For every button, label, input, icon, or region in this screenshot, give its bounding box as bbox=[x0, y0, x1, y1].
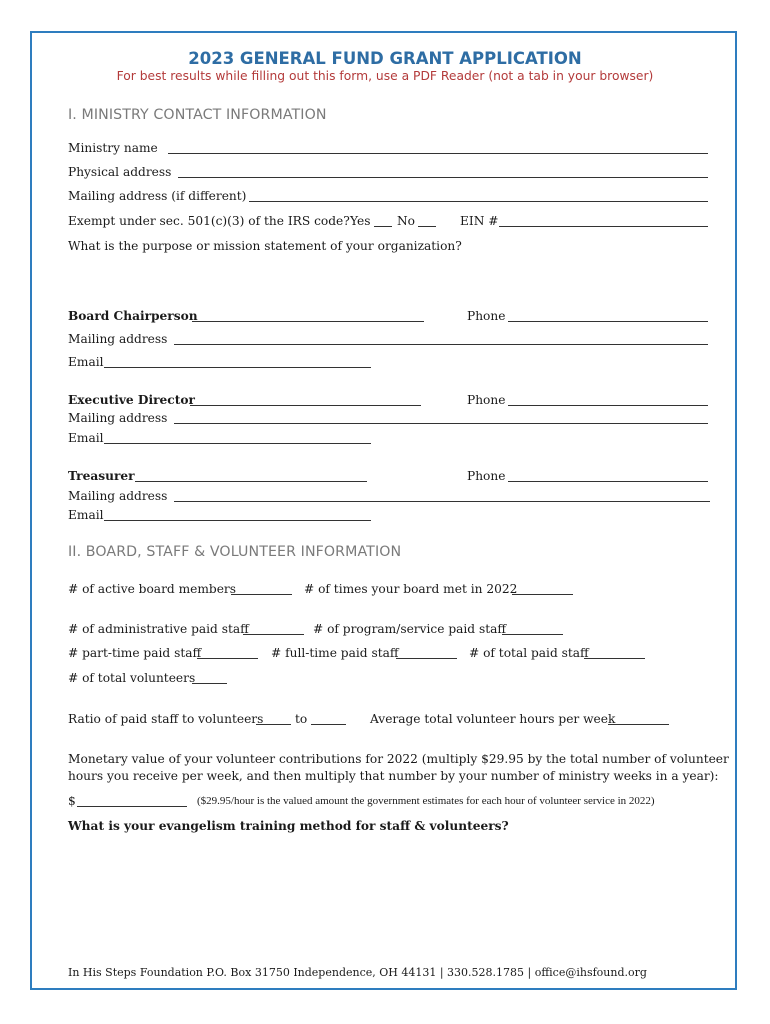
treasurer-phone-field[interactable] bbox=[508, 471, 708, 482]
ein-label: EIN # bbox=[460, 214, 499, 228]
board-chairperson-label: Board Chairperson bbox=[68, 309, 198, 323]
treasurer-email-label: Email bbox=[68, 508, 104, 522]
ein-field[interactable] bbox=[499, 216, 708, 227]
mailing-address-different-label: Mailing address (if different) bbox=[68, 189, 247, 203]
ratio-volunteers-field[interactable] bbox=[311, 714, 346, 725]
ratio-paid-field[interactable] bbox=[256, 714, 291, 725]
exempt-yes-label: Yes bbox=[350, 214, 371, 228]
exec-director-mailing-field[interactable] bbox=[174, 413, 708, 424]
form-title: 2023 GENERAL FUND GRANT APPLICATION bbox=[188, 49, 582, 68]
exec-director-mailing-label: Mailing address bbox=[68, 411, 168, 425]
ministry-name-field[interactable] bbox=[168, 143, 708, 154]
treasurer-field[interactable] bbox=[135, 471, 367, 482]
part-time-staff-field[interactable] bbox=[197, 648, 258, 659]
ministry-name-row bbox=[68, 141, 158, 155]
mailing-address-different-field[interactable] bbox=[249, 191, 708, 202]
section-2-heading: II. BOARD, STAFF & VOLUNTEER INFORMATION bbox=[68, 544, 402, 560]
purpose-answer-area[interactable] bbox=[68, 258, 708, 298]
section-1-heading: I. MINISTRY CONTACT INFORMATION bbox=[68, 107, 327, 123]
full-time-staff-field[interactable] bbox=[396, 648, 457, 659]
monetary-value-line-2: hours you receive per week, and then multiply that number by your number of ministry weeks in a year): bbox=[68, 769, 719, 783]
ministry-name-label: Ministry name bbox=[68, 141, 158, 155]
treasurer-label: Treasurer bbox=[68, 469, 135, 483]
monetary-value-field[interactable] bbox=[77, 796, 187, 807]
total-volunteers-field[interactable] bbox=[192, 673, 227, 684]
admin-paid-staff-label: # of administrative paid staff bbox=[68, 622, 249, 636]
program-paid-staff-label: # of program/service paid staff bbox=[313, 622, 507, 636]
full-time-staff-label: # full-time paid staff bbox=[271, 646, 399, 660]
active-board-members-label: # of active board members bbox=[68, 582, 236, 596]
total-paid-staff-field[interactable] bbox=[584, 648, 645, 659]
board-chair-email-field[interactable] bbox=[104, 357, 371, 368]
board-chair-mailing-field[interactable] bbox=[174, 334, 708, 345]
valued-amount-note: ($29.95/hour is the valued amount the government estimates for each hour of volunteer service in 2022) bbox=[197, 795, 655, 807]
physical-address-label: Physical address bbox=[68, 165, 172, 179]
admin-paid-staff-field[interactable] bbox=[243, 624, 304, 635]
ratio-to-label: to bbox=[295, 712, 308, 726]
evangelism-question: What is your evangelism training method for staff & volunteers? bbox=[68, 819, 509, 833]
monetary-value-line-1: Monetary value of your volunteer contributions for 2022 (multiply $29.95 by the total number of volunteer bbox=[68, 752, 729, 766]
ratio-label: Ratio of paid staff to volunteers bbox=[68, 712, 264, 726]
exec-director-email-field[interactable] bbox=[104, 433, 371, 444]
treasurer-mailing-label: Mailing address bbox=[68, 489, 168, 503]
executive-director-label: Executive Director bbox=[68, 393, 195, 407]
evangelism-answer-area[interactable] bbox=[68, 840, 708, 950]
exec-director-email-label: Email bbox=[68, 431, 104, 445]
purpose-question: What is the purpose or mission statement of your organization? bbox=[68, 239, 462, 253]
treasurer-email-field[interactable] bbox=[104, 510, 371, 521]
treasurer-mailing-field[interactable] bbox=[174, 491, 710, 502]
active-board-members-field[interactable] bbox=[231, 584, 292, 595]
exempt-no-label: No bbox=[397, 214, 416, 228]
executive-director-field[interactable] bbox=[190, 395, 421, 406]
program-paid-staff-field[interactable] bbox=[502, 624, 563, 635]
board-chair-email-label: Email bbox=[68, 355, 104, 369]
physical-address-field[interactable] bbox=[178, 167, 708, 178]
form-subtitle: For best results while filling out this form, use a PDF Reader (not a tab in your browser) bbox=[116, 69, 654, 83]
exec-director-phone-label: Phone bbox=[467, 393, 506, 407]
board-chair-phone-field[interactable] bbox=[508, 311, 708, 322]
footer-contact: In His Steps Foundation P.O. Box 31750 Independence, OH 44131 | 330.528.1785 | office@ihsfound.org bbox=[68, 966, 647, 979]
board-chairperson-field[interactable] bbox=[192, 311, 424, 322]
exempt-no-field[interactable] bbox=[418, 216, 436, 227]
total-volunteers-label: # of total volunteers bbox=[68, 671, 196, 685]
board-chair-mailing-label: Mailing address bbox=[68, 332, 168, 346]
avg-volunteer-hours-field[interactable] bbox=[608, 714, 669, 725]
board-chair-phone-label: Phone bbox=[467, 309, 506, 323]
part-time-staff-label: # part-time paid staff bbox=[68, 646, 202, 660]
total-paid-staff-label: # of total paid staff bbox=[469, 646, 589, 660]
exec-director-phone-field[interactable] bbox=[508, 395, 708, 406]
exempt-question-label: Exempt under sec. 501(c)(3) of the IRS code? bbox=[68, 214, 350, 228]
exempt-yes-field[interactable] bbox=[374, 216, 392, 227]
times-board-met-field[interactable] bbox=[512, 584, 573, 595]
avg-volunteer-hours-label: Average total volunteer hours per week bbox=[370, 712, 616, 726]
times-board-met-label: # of times your board met in 2022 bbox=[304, 582, 518, 596]
treasurer-phone-label: Phone bbox=[467, 469, 506, 483]
dollar-sign: $ bbox=[68, 794, 76, 808]
